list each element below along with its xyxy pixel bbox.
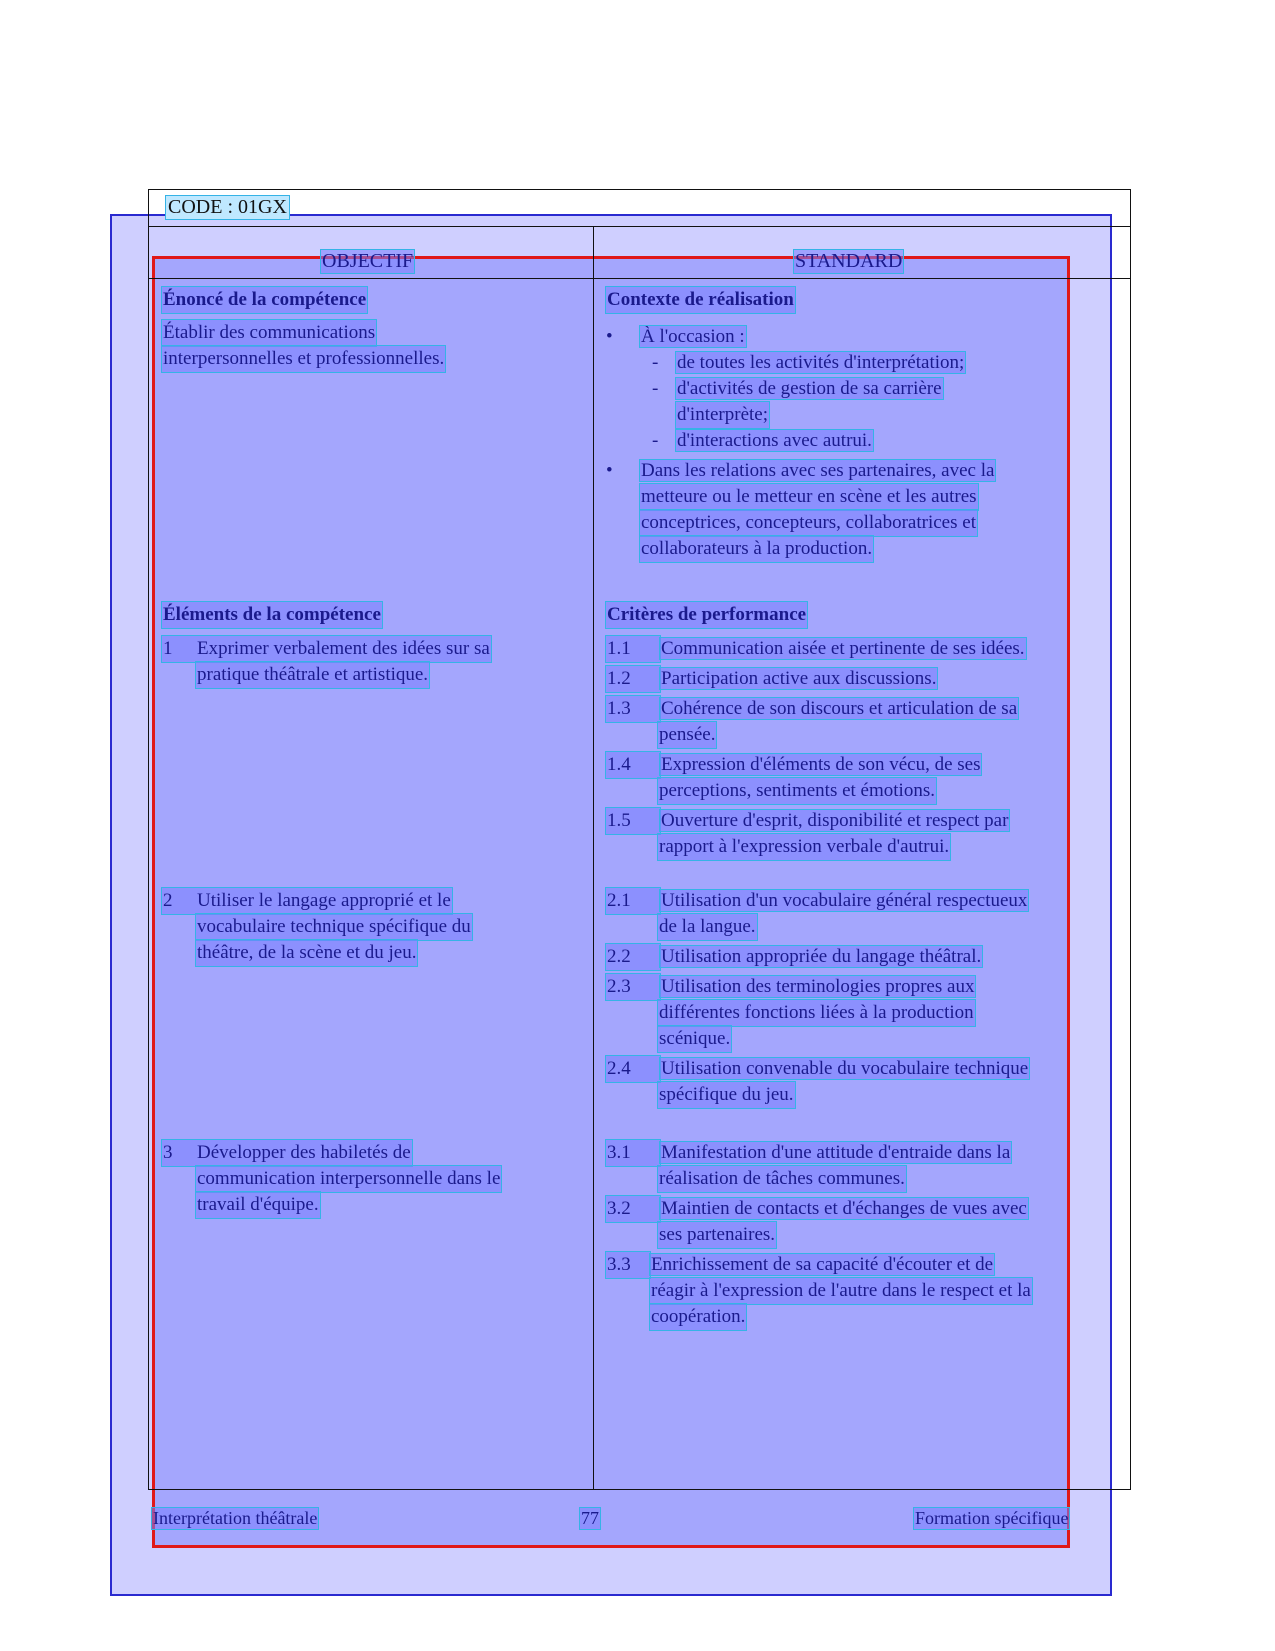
element-number: 3 [163,1142,173,1163]
criterion-text: Expression d'éléments de son vécu, de ses [661,754,981,775]
element-3-line-2: communication interpersonnelle dans le [196,1166,501,1192]
sub-item-1 [652,350,965,376]
criterion-number: 2.3 [606,974,660,1000]
criterion-text: Cohérence de son discours et articulation de sa [661,698,1018,719]
column-divider [593,226,594,1490]
criterion-text: Utilisation d'un vocabulaire général respectueux [661,890,1028,911]
criterion-text: Manifestation d'une attitude d'entraide dans la [661,1142,1011,1163]
criterion-number: 3.3 [606,1252,650,1278]
criterion-text: Utilisation des terminologies propres aux [661,976,975,997]
sub-item-text: d'interactions avec autrui. [677,430,872,451]
criterion-number: 3.1 [606,1140,660,1166]
element-number: 2 [163,890,173,911]
enonce-line-2: interpersonnelles et professionnelles. [162,346,445,372]
criterion-2-3 [606,974,975,1000]
code-label: CODE : 01GX [168,196,287,218]
criterion-number: 2.2 [606,944,660,970]
element-3 [162,1140,412,1166]
criterion-3-3 [606,1252,994,1278]
element-number: 1 [163,638,173,659]
criterion-1-4-line-2: perceptions, sentiments et émotions. [658,778,936,804]
sub-item-2 [652,376,943,402]
sub-item-text: de toutes les activités d'interprétation; [677,352,965,373]
elements-title: Éléments de la compétence [162,602,382,628]
criterion-3-1 [606,1140,1011,1166]
criterion-1-2 [606,666,937,692]
criterion-1-5-line-2: rapport à l'expression verbale d'autrui. [658,834,950,860]
criterion-2-1-line-2: de la langue. [658,914,757,940]
footer-left: Interprétation théâtrale [153,1508,318,1528]
criterion-text: Ouverture d'esprit, disponibilité et respect par [661,810,1009,831]
criterion-number: 2.1 [606,888,660,914]
column-header-standard: STANDARD [795,250,903,272]
footer-page-number: 77 [581,1508,599,1528]
criterion-number: 1.5 [606,808,660,834]
contexte-title: Contexte de réalisation [606,287,795,313]
element-text: Utiliser le langage approprié et le [197,890,451,911]
criterion-1-5 [606,808,1009,834]
criterion-number: 3.2 [606,1196,660,1222]
criterion-text: Utilisation convenable du vocabulaire technique [661,1058,1029,1079]
criterion-3-3-line-2: réagir à l'expression de l'autre dans le respect et la [650,1278,1032,1304]
element-text: Exprimer verbalement des idées sur sa [197,638,490,659]
column-header-rule [148,278,1131,279]
criterion-2-4 [606,1056,1029,1082]
criterion-text: Maintien de contacts et d'échanges de vues avec [661,1198,1027,1219]
criterion-2-1 [606,888,1028,914]
dash-bullet-icon: - [652,352,659,373]
criterion-number: 2.4 [606,1056,660,1082]
bullet-relations-line-2: metteure ou le metteur en scène et les autres [640,484,978,510]
criterion-3-1-line-2: réalisation de tâches communes. [658,1166,906,1192]
criterion-text: Participation active aux discussions. [661,668,937,689]
element-text: Développer des habiletés de [197,1142,411,1163]
criterion-number: 1.2 [606,666,660,692]
criterion-text: Utilisation appropriée du langage théâtral. [661,946,982,967]
bullet-dot-icon: • [606,460,613,481]
element-2 [162,888,452,914]
dash-bullet-icon: - [652,430,659,451]
criterion-text: Communication aisée et pertinente de ses idées. [661,638,1025,659]
criterion-1-4 [606,752,981,778]
header-rule [148,226,1131,227]
criteres-title: Critères de performance [606,602,807,628]
criterion-2-3-line-3: scénique. [658,1026,731,1052]
column-header-objectif: OBJECTIF [322,250,414,272]
criterion-2-2 [606,944,982,970]
element-2-line-2: vocabulaire technique spécifique du [196,914,472,940]
criterion-1-1 [606,636,1026,662]
sub-item-3 [652,428,873,454]
enonce-line-1: Établir des communications [162,320,376,346]
criterion-number: 1.4 [606,752,660,778]
element-3-line-3: travail d'équipe. [196,1192,320,1218]
criterion-3-2-line-2: ses partenaires. [658,1222,776,1248]
footer-right: Formation spécifique [915,1508,1069,1528]
criterion-2-3-line-2: différentes fonctions liées à la production [658,1000,975,1026]
criterion-number: 1.1 [606,636,660,662]
criterion-text: Enrichissement de sa capacité d'écouter et de [651,1254,994,1275]
bullet-text: À l'occasion : [641,326,745,347]
bullet-relations-line-3: conceptrices, concepteurs, collaboratrices et [640,510,977,536]
criterion-1-3 [606,696,1018,722]
element-2-line-3: théâtre, de la scène et du jeu. [196,940,417,966]
bullet-relations [606,458,995,484]
criterion-3-3-line-3: coopération. [650,1304,746,1330]
element-1-line-2: pratique théâtrale et artistique. [196,662,429,688]
enonce-title: Énoncé de la compétence [162,287,367,313]
sub-item-2-line-2: d'interprète; [676,402,769,428]
bullet-text: Dans les relations avec ses partenaires, avec la [641,460,995,481]
criterion-number: 1.3 [606,696,660,722]
criterion-2-4-line-2: spécifique du jeu. [658,1082,795,1108]
criterion-3-2 [606,1196,1028,1222]
criterion-1-3-line-2: pensée. [658,722,716,748]
bullet-dot-icon: • [606,326,613,347]
bullet-occasion [606,324,746,350]
sub-item-text: d'activités de gestion de sa carrière [677,378,942,399]
element-1 [162,636,491,662]
dash-bullet-icon: - [652,378,659,399]
bullet-relations-line-4: collaborateurs à la production. [640,536,873,562]
